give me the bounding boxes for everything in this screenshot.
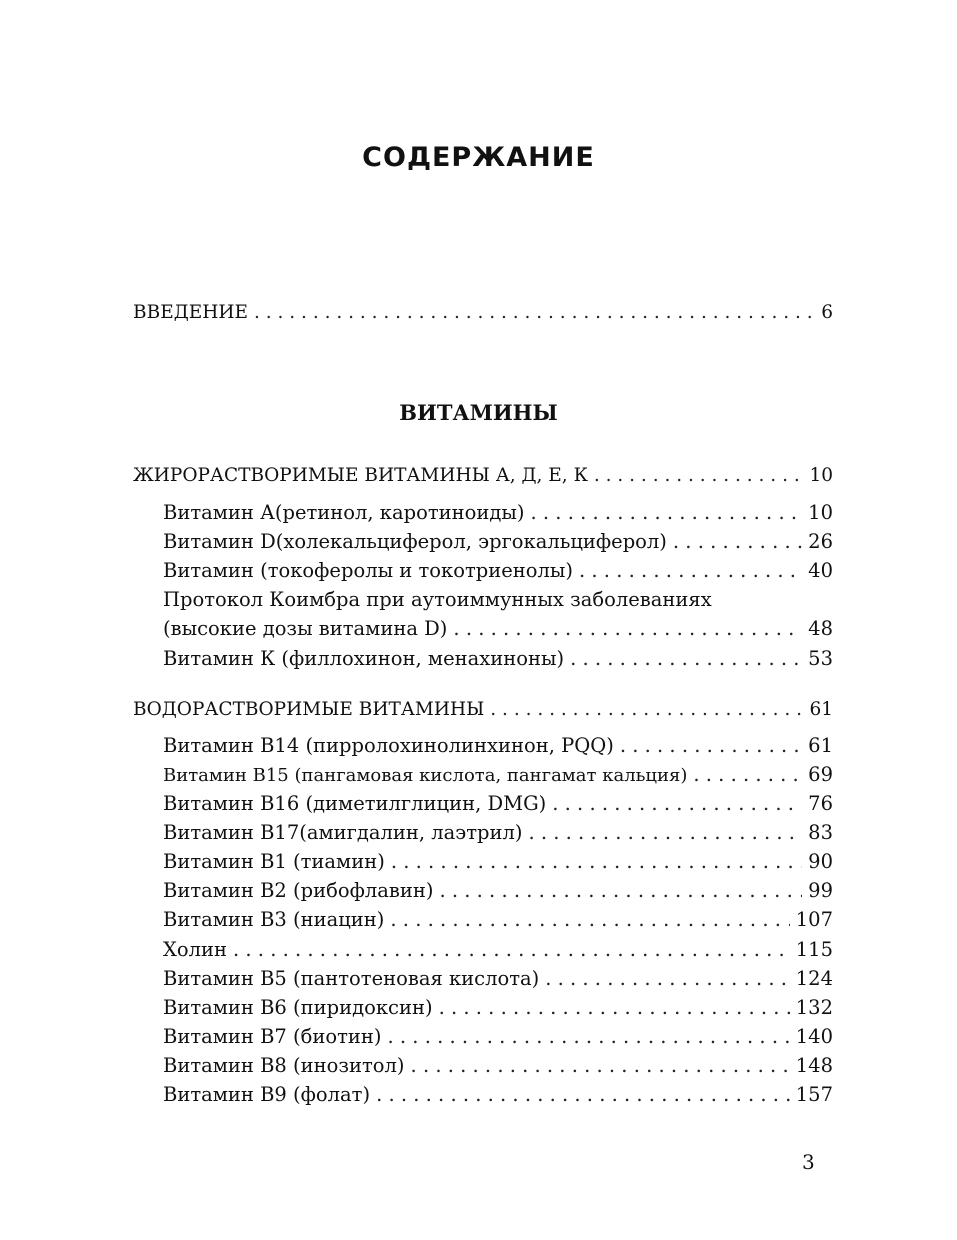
toc-entry-page: 90 (808, 850, 833, 873)
toc-entry-water-soluble[interactable] (133, 699, 833, 729)
page-title: СОДЕРЖАНИЕ (362, 142, 595, 173)
dot-leader (528, 821, 802, 844)
toc-entry-page: 10 (809, 465, 833, 486)
toc-entry-page: 115 (795, 938, 833, 961)
toc-entry-page: 132 (795, 996, 833, 1019)
toc-entry-label: Витамин В14 (пирролохинолинхинон, PQQ) (163, 734, 614, 757)
toc-subentry[interactable] (163, 908, 833, 938)
toc-entry-fat-soluble[interactable] (133, 465, 833, 495)
dot-leader (594, 465, 804, 486)
toc-subentry[interactable] (163, 647, 833, 677)
dot-leader (453, 617, 802, 640)
toc-entry-page: 99 (808, 879, 833, 902)
toc-entry-label: Витамин В9 (фолат) (163, 1083, 371, 1106)
toc-subentry[interactable] (163, 559, 833, 589)
toc-entry-label: Витамин В16 (диметилглицин, DMG) (163, 792, 547, 815)
dot-leader (439, 996, 790, 1019)
toc-subentry[interactable] (163, 996, 833, 1026)
toc-subentry[interactable] (163, 967, 833, 997)
toc-entry-page: 53 (808, 647, 833, 670)
toc-entry-label: Витамин В15 (пангамовая кислота, пангамат кальция) (163, 765, 688, 786)
toc-subentry[interactable] (163, 850, 833, 880)
dot-leader (490, 699, 803, 720)
toc-subentry[interactable] (163, 1083, 833, 1113)
toc-subentry[interactable] (163, 588, 833, 618)
toc-entry-page: 40 (808, 559, 833, 582)
toc-entry-label: (высокие дозы витамина D) (163, 617, 448, 640)
toc-entry-label: Протокол Коимбра при аутоиммунных заболеваниях (163, 588, 712, 611)
toc-entry-label: Витамин А(ретинол, каротиноиды) (163, 501, 525, 524)
dot-leader (620, 734, 802, 757)
toc-entry-label: Витамин К (филлохинон, менахиноны) (163, 647, 565, 670)
dot-leader (673, 530, 802, 553)
dot-leader (545, 967, 790, 990)
toc-entry-intro[interactable] (133, 302, 833, 332)
toc-subentry[interactable] (163, 879, 833, 909)
toc-entry-page: 10 (808, 501, 833, 524)
toc-entry-page: 148 (795, 1054, 833, 1077)
toc-entry-page: 48 (808, 617, 833, 640)
section-title: ВИТАМИНЫ (399, 400, 558, 425)
toc-subentry[interactable] (163, 821, 833, 851)
dot-leader (579, 559, 802, 582)
toc-subentry[interactable] (163, 792, 833, 822)
toc-entry-label: ВОДОРАСТВОРИМЫЕ ВИТАМИНЫ (133, 699, 485, 720)
toc-entry-label: Витамин В5 (пантотеновая кислота) (163, 967, 540, 990)
toc-entry-page: 26 (808, 530, 833, 553)
toc-subentry[interactable] (163, 938, 833, 968)
toc-entry-label: ВВЕДЕНИЕ (133, 302, 249, 323)
toc-entry-label: Витамин В2 (рибофлавин) (163, 879, 434, 902)
toc-subentry[interactable] (163, 617, 833, 647)
toc-entry-label: Витамин D(холекальциферол, эргокальциферол) (163, 530, 667, 553)
toc-subentry[interactable] (163, 1025, 833, 1055)
toc-entry-label: Витамин В3 (ниацин) (163, 908, 385, 931)
toc-entry-page: 157 (795, 1083, 833, 1106)
toc-entry-page: 83 (808, 821, 833, 844)
dot-leader (693, 763, 802, 786)
toc-entry-label: Витамин В8 (инозитол) (163, 1054, 405, 1077)
dot-leader (552, 792, 802, 815)
toc-entry-label: ЖИРОРАСТВОРИМЫЕ ВИТАМИНЫ А, Д, Е, К (133, 465, 588, 486)
dot-leader (254, 302, 815, 323)
toc-entry-label: Холин (163, 938, 228, 961)
toc-entry-label: Витамин (токоферолы и токотриенолы) (163, 559, 574, 582)
toc-subentry[interactable] (163, 763, 833, 793)
toc-entry-page: 107 (795, 908, 833, 931)
toc-subentry[interactable] (163, 1054, 833, 1084)
toc-entry-page: 140 (795, 1025, 833, 1048)
page-number: 3 (802, 1150, 815, 1174)
toc-entry-page: 6 (821, 302, 833, 323)
toc-subentry[interactable] (163, 530, 833, 560)
toc-entry-page: 61 (808, 734, 833, 757)
toc-entry-page: 124 (795, 967, 833, 990)
dot-leader (570, 647, 802, 670)
toc-subentry[interactable] (163, 734, 833, 764)
dot-leader (531, 501, 803, 524)
toc-entry-label: Витамин В17(амигдалин, лаэтрил) (163, 821, 523, 844)
toc-entry-label: Витамин В6 (пиридоксин) (163, 996, 433, 1019)
dot-leader (388, 1025, 790, 1048)
toc-entry-page: 61 (809, 699, 833, 720)
toc-entry-page: 69 (808, 763, 833, 786)
dot-leader (411, 1054, 790, 1077)
dot-leader (233, 938, 790, 961)
dot-leader (391, 850, 802, 873)
dot-leader (376, 1083, 790, 1106)
toc-entry-label: Витамин В1 (тиамин) (163, 850, 385, 873)
toc-entry-label: Витамин В7 (биотин) (163, 1025, 382, 1048)
toc-entry-page: 76 (808, 792, 833, 815)
dot-leader (390, 908, 789, 931)
dot-leader (439, 879, 802, 902)
toc-subentry[interactable] (163, 501, 833, 531)
